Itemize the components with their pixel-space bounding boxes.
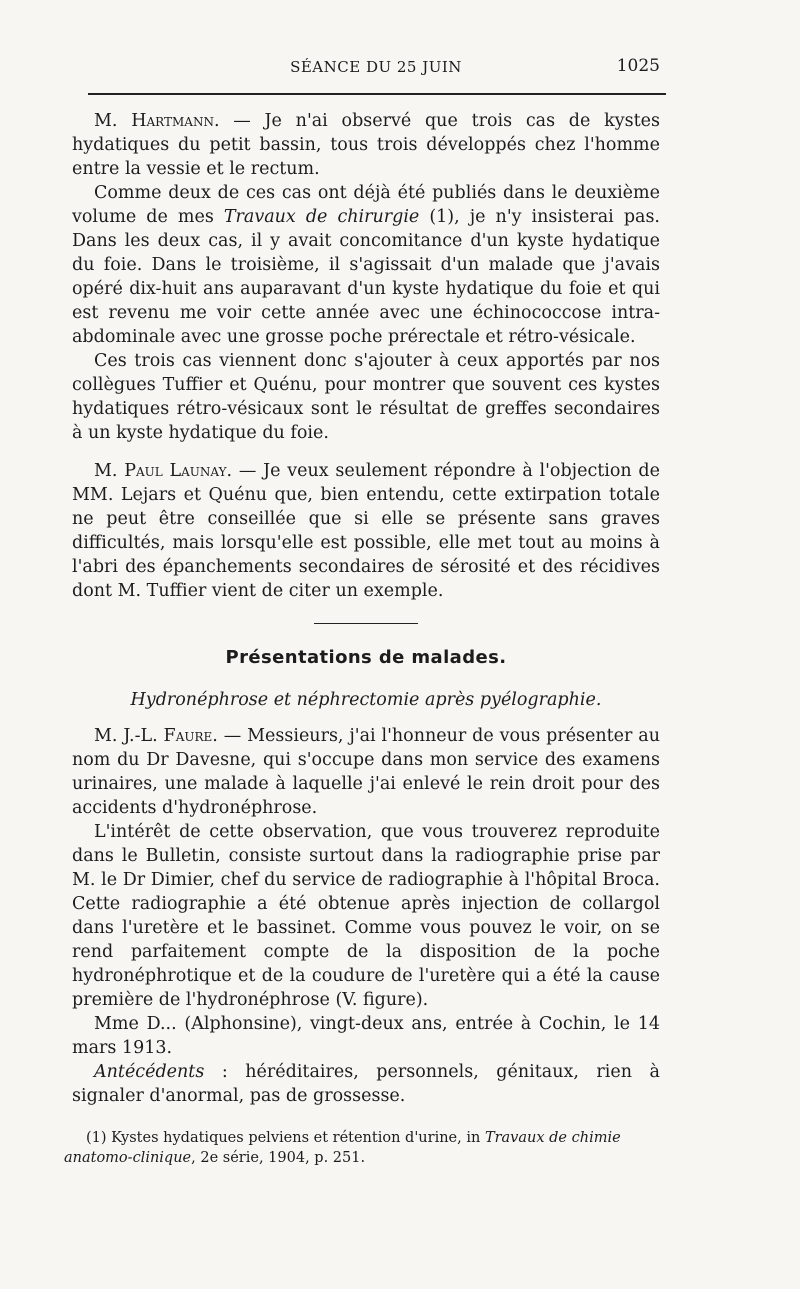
section-subtitle: Hydronéphrose et néphrectomie après pyélographie. xyxy=(130,690,602,710)
running-title: SÉANCE DU 25 JUIN xyxy=(290,58,462,76)
footnote: (1) Kystes hydatiques pelviens et rétention d'urine, in Travaux de chimie anatomo-clinique, 2e série, 1904, p. 251. xyxy=(64,1130,621,1166)
section-title: Présentations de malades. xyxy=(225,647,507,668)
section-divider xyxy=(314,623,418,624)
faure-paragraph-1: M. J.-L. Faure. — Messieurs, j'ai l'honneur de vous présenter au nom du Dr Davesne, qui s'occupe dans mon service des examens urinaires, une malade à laquelle j'ai enlevé le rein droit pour des accidents d'hydronéphrose. xyxy=(72,726,660,818)
speaker-faure: M. J.-L. Faure. xyxy=(94,726,218,746)
page-number: 1025 xyxy=(616,56,660,76)
faure-paragraph-3: Mme D... (Alphonsine), vingt-deux ans, entrée à Cochin, le 14 mars 1913. xyxy=(72,1014,660,1058)
body-text xyxy=(72,109,660,1108)
faure-paragraph-4: Antécédents : héréditaires, personnels, génitaux, rien à signaler d'anormal, pas de grossesse. xyxy=(72,1062,660,1106)
speaker-launay: M. Paul Launay. xyxy=(94,461,233,481)
page-header xyxy=(92,58,660,80)
header-rule xyxy=(88,93,666,95)
launay-paragraph: M. Paul Launay. — Je veux seulement répondre à l'objection de MM. Lejars et Quénu que, bien entendu, cette extirpation totale ne peut être conseillée que si elle se présente sans graves difficultés, mais lorsqu'elle est possible, elle met tout au moins à l'abri des épanchements secondaires de sérosité et des récidives dont M. Tuffier vient de citer un exemple. xyxy=(72,461,660,601)
speaker-hartmann: M. Hartmann. xyxy=(94,111,220,131)
faure-paragraph-2: L'intérêt de cette observation, que vous trouverez reproduite dans le Bulletin, consiste surtout dans la radiographie prise par M. le Dr Dimier, chef du service de radiographie à l'hôpital Broca. Cette radiographie a été obtenue après injection de collargol dans l'uretère et le bassinet. Comme vous pouvez le voir, on se rend parfaitement compte de la disposition de la poche hydronéphrotique et de la coudure de l'uretère qui a été la cause première de l'hydronéphrose (V. figure). xyxy=(72,822,660,1010)
hartmann-paragraph-2: Comme deux de ces cas ont déjà été publiés dans le deuxième volume de mes Travaux de chirurgie (1), je n'y insisterai pas. Dans les deux cas, il y avait concomitance d'un kyste hydatique du foie. Dans le troisième, il s'agissait d'un malade que j'avais opéré dix-huit ans auparavant d'un kyste hydatique du foie et qui est revenu me voir cette année avec une échinococcose intra-abdominale avec une grosse poche prérectale et rétro-vésicale. xyxy=(72,183,660,347)
hartmann-paragraph-1: M. Hartmann. — Je n'ai observé que trois cas de kystes hydatiques du petit bassin, tous trois développés chez l'homme entre la vessie et le rectum. xyxy=(72,111,660,179)
hartmann-paragraph-3: Ces trois cas viennent donc s'ajouter à ceux apportés par nos collègues Tuffier et Quénu, pour montrer que souvent ces kystes hydatiques rétro-vésicaux sont le résultat de greffes secondaires à un kyste hydatique du foie. xyxy=(72,351,660,443)
book-title: Travaux de chirurgie xyxy=(223,207,420,227)
